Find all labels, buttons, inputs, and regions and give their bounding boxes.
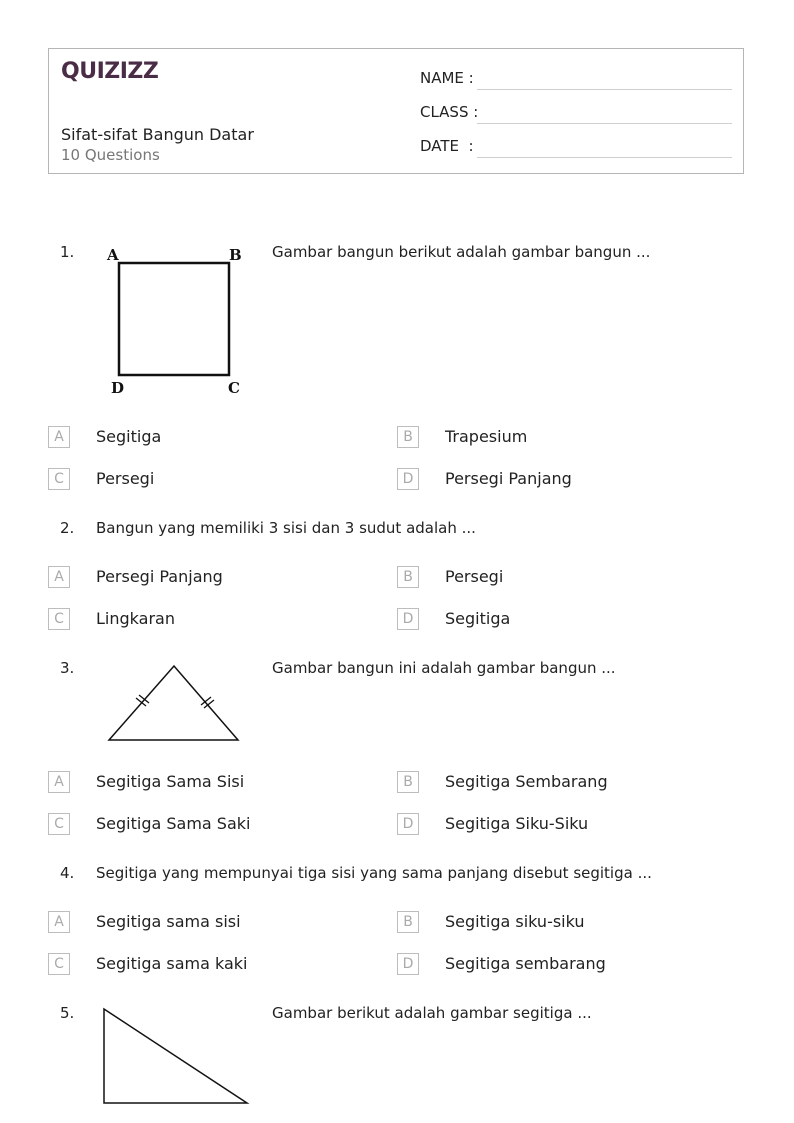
question-text: Gambar bangun ini adalah gambar bangun ... (272, 659, 616, 677)
question-text: Bangun yang memiliki 3 sisi dan 3 sudut adalah ... (96, 519, 476, 537)
vertex-label-b: B (229, 246, 242, 264)
question-number: 1. (60, 243, 75, 261)
option-a-label: Segitiga (96, 427, 162, 446)
question-text: Gambar bangun berikut adalah gambar bangun ... (272, 243, 651, 261)
option-a-box[interactable]: A (48, 771, 70, 793)
option-b-label: Segitiga Sembarang (445, 772, 608, 791)
name-label: NAME : (420, 69, 474, 87)
vertex-label-a: A (107, 246, 119, 264)
option-d-label: Persegi Panjang (445, 469, 572, 488)
option-d-label: Segitiga sembarang (445, 954, 606, 973)
option-b-box[interactable]: B (397, 566, 419, 588)
option-a-label: Segitiga Sama Sisi (96, 772, 245, 791)
option-a-box[interactable]: A (48, 911, 70, 933)
date-line (477, 157, 732, 158)
question-count: 10 Questions (61, 146, 160, 164)
question-number: 4. (60, 864, 75, 882)
question-number: 2. (60, 519, 75, 537)
option-a-box[interactable]: A (48, 426, 70, 448)
option-a-label: Persegi Panjang (96, 567, 223, 586)
option-d-box[interactable]: D (397, 813, 419, 835)
vertex-label-c: C (228, 379, 240, 397)
class-line (477, 123, 732, 124)
isosceles-triangle-figure (100, 660, 250, 750)
option-c-box[interactable]: C (48, 468, 70, 490)
option-b-box[interactable]: B (397, 771, 419, 793)
option-d-label: Segitiga Siku-Siku (445, 814, 589, 833)
question-number: 5. (60, 1004, 75, 1022)
option-b-label: Persegi (445, 567, 504, 586)
question-text: Segitiga yang mempunyai tiga sisi yang sama panjang disebut segitiga ... (96, 864, 652, 882)
option-d-box[interactable]: D (397, 608, 419, 630)
option-c-box[interactable]: C (48, 813, 70, 835)
vertex-label-d: D (111, 379, 125, 397)
name-line (477, 89, 732, 90)
right-triangle-figure (100, 1005, 255, 1109)
option-d-label: Segitiga (445, 609, 511, 628)
option-a-label: Segitiga sama sisi (96, 912, 241, 931)
option-c-label: Segitiga sama kaki (96, 954, 248, 973)
worksheet-header (48, 48, 744, 174)
triangle-shape (104, 1009, 247, 1103)
option-b-box[interactable]: B (397, 426, 419, 448)
option-c-box[interactable]: C (48, 608, 70, 630)
option-c-label: Lingkaran (96, 609, 175, 628)
quizizz-logo: QUIZIZZ (61, 59, 159, 84)
class-label: CLASS : (420, 103, 479, 121)
option-b-box[interactable]: B (397, 911, 419, 933)
option-d-box[interactable]: D (397, 468, 419, 490)
option-c-label: Persegi (96, 469, 155, 488)
date-label: DATE : (420, 137, 474, 155)
question-text: Gambar berikut adalah gambar segitiga ... (272, 1004, 592, 1022)
worksheet-title: Sifat-sifat Bangun Datar (61, 125, 254, 144)
triangle-shape (109, 666, 238, 740)
option-a-box[interactable]: A (48, 566, 70, 588)
square-figure (100, 244, 250, 400)
option-c-label: Segitiga Sama Saki (96, 814, 251, 833)
square-shape (119, 263, 229, 375)
option-b-label: Trapesium (445, 427, 528, 446)
option-c-box[interactable]: C (48, 953, 70, 975)
option-d-box[interactable]: D (397, 953, 419, 975)
option-b-label: Segitiga siku-siku (445, 912, 585, 931)
question-number: 3. (60, 659, 75, 677)
